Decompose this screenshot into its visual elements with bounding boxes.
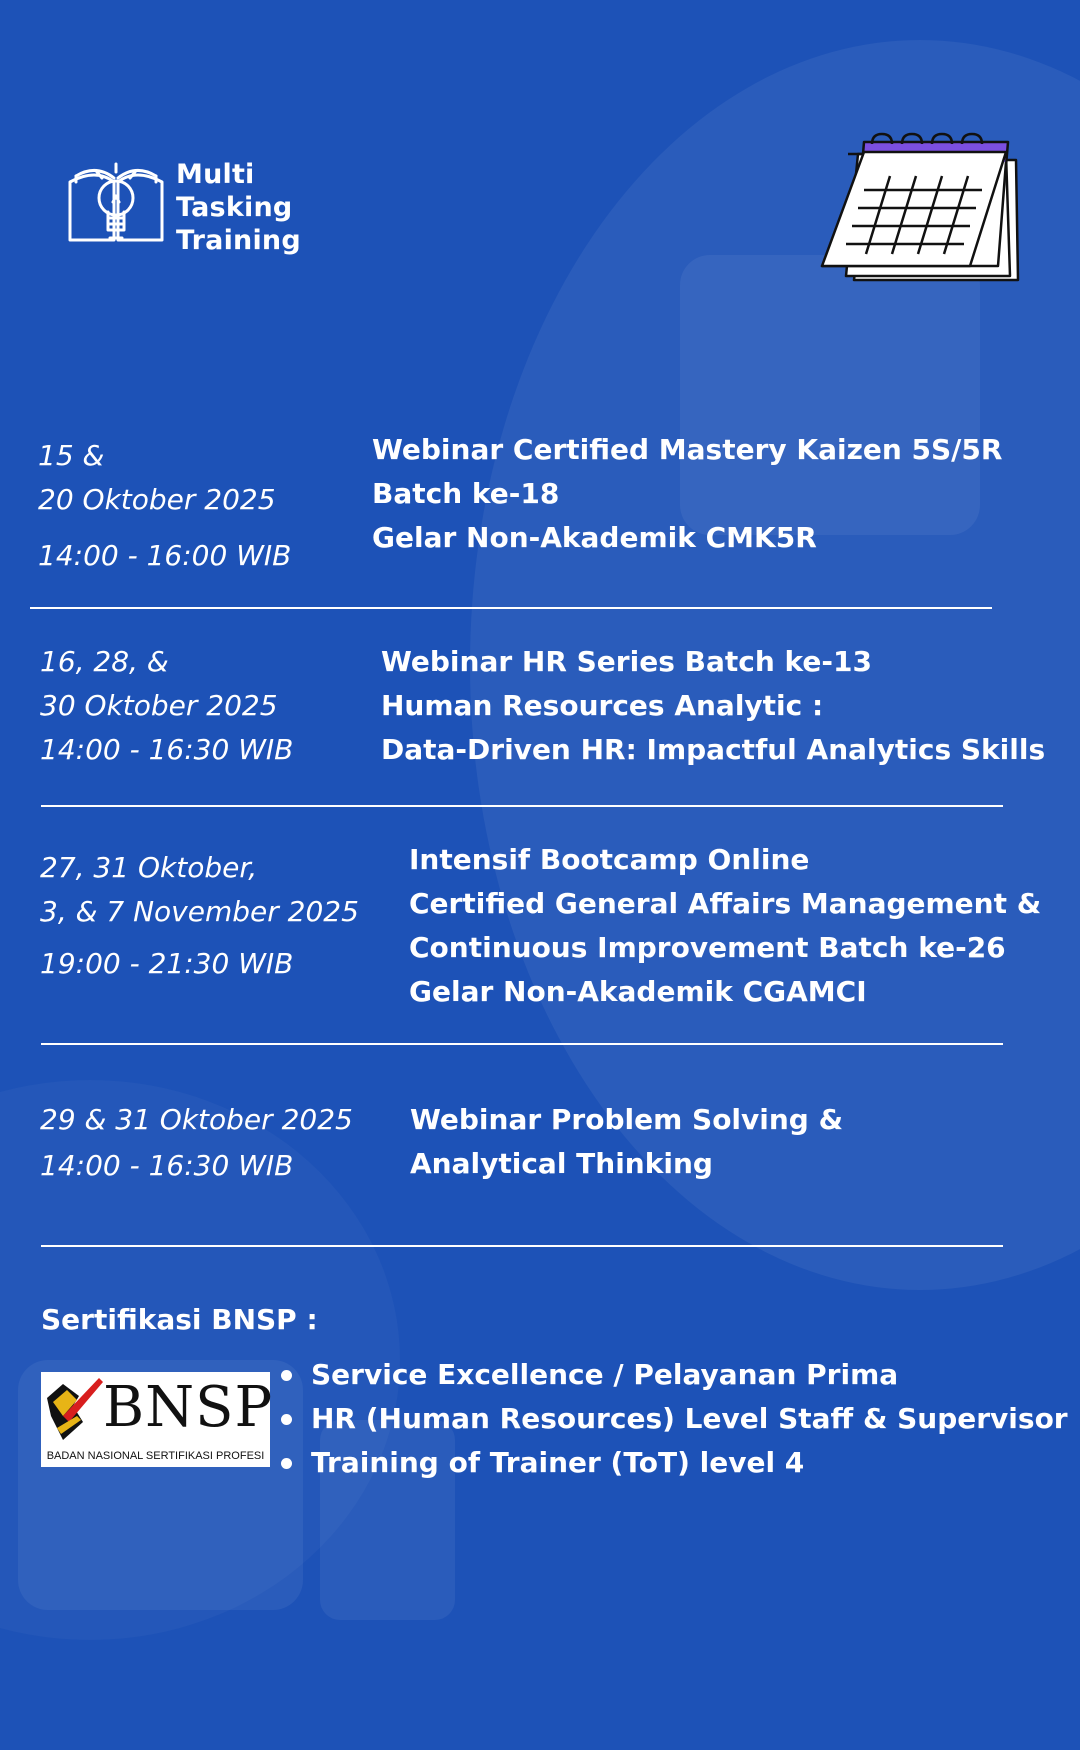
event-date-line: 20 Oktober 2025: [38, 483, 276, 516]
event-title-line: Webinar Certified Mastery Kaizen 5S/5R: [372, 433, 1003, 466]
event-date-line: 15 &: [38, 439, 105, 472]
event-date-line: 27, 31 Oktober,: [40, 851, 258, 884]
event-title-line: Webinar Problem Solving &: [410, 1103, 844, 1136]
bnsp-logo: [41, 1372, 274, 1467]
event-title: [381, 640, 1045, 772]
bullet-icon: [281, 1370, 292, 1381]
event-date: [40, 1098, 353, 1188]
event-time: 14:00 - 16:00 WIB: [38, 539, 292, 572]
event-title-line: Batch ke-18: [372, 477, 560, 510]
list-item: [277, 1441, 1068, 1485]
event-date: [40, 846, 359, 986]
bnsp-logo-subtitle: BADAN NASIONAL SERTIFIKASI PROFESI: [46, 1450, 265, 1462]
event-time: 19:00 - 21:30 WIB: [40, 947, 294, 980]
certification-item: Service Excellence / Pelayanan Prima: [311, 1358, 899, 1391]
certification-list: [277, 1353, 1068, 1485]
event-date: [40, 640, 293, 772]
event-title-line: Webinar HR Series Batch ke-13: [381, 645, 872, 678]
brand-name-line: Training: [176, 224, 301, 256]
certification-item: Training of Trainer (ToT) level 4: [311, 1446, 805, 1479]
divider: [41, 1043, 1003, 1045]
event-title-line: Gelar Non-Akademik CGAMCI: [409, 975, 867, 1008]
event-title: [410, 1098, 843, 1186]
bnsp-logo-word: BNSP: [103, 1375, 274, 1440]
event-date-line: 29 & 31 Oktober 2025: [40, 1103, 353, 1136]
event-time: 14:00 - 16:30 WIB: [40, 1149, 294, 1182]
event-title-line: Data-Driven HR: Impactful Analytics Skills: [381, 733, 1046, 766]
event-title-line: Intensif Bootcamp Online: [409, 843, 810, 876]
event-title-line: Analytical Thinking: [410, 1147, 713, 1180]
event-title-line: Gelar Non-Akademik CMK5R: [372, 521, 817, 554]
event-date-line: 16, 28, &: [40, 645, 169, 678]
certification-heading: Sertifikasi BNSP :: [41, 1303, 318, 1336]
event-date: [38, 434, 291, 578]
book-lightbulb-icon: [66, 152, 166, 262]
bullet-icon: [281, 1458, 292, 1469]
event-date-line: 3, & 7 November 2025: [40, 895, 359, 928]
event-title-line: Human Resources Analytic :: [381, 689, 824, 722]
event-title: [372, 428, 1002, 560]
list-item: [277, 1397, 1068, 1441]
calendar-icon: [820, 132, 1020, 291]
divider: [41, 1245, 1003, 1247]
divider: [41, 805, 1003, 807]
certification-item: HR (Human Resources) Level Staff & Supervisor: [311, 1402, 1068, 1435]
brand-name: [176, 158, 301, 257]
event-title: [409, 838, 1041, 1014]
divider: [30, 607, 992, 609]
brand-name-line: Tasking: [176, 191, 293, 223]
bullet-icon: [281, 1414, 292, 1425]
brand-logo: [66, 152, 301, 262]
event-time: 14:00 - 16:30 WIB: [40, 733, 294, 766]
event-title-line: Certified General Affairs Management &: [409, 887, 1042, 920]
list-item: [277, 1353, 1068, 1397]
event-date-line: 30 Oktober 2025: [40, 689, 278, 722]
event-title-line: Continuous Improvement Batch ke-26: [409, 931, 1006, 964]
bnsp-emblem-icon: [43, 1376, 105, 1444]
brand-name-line: Multi: [176, 158, 255, 190]
